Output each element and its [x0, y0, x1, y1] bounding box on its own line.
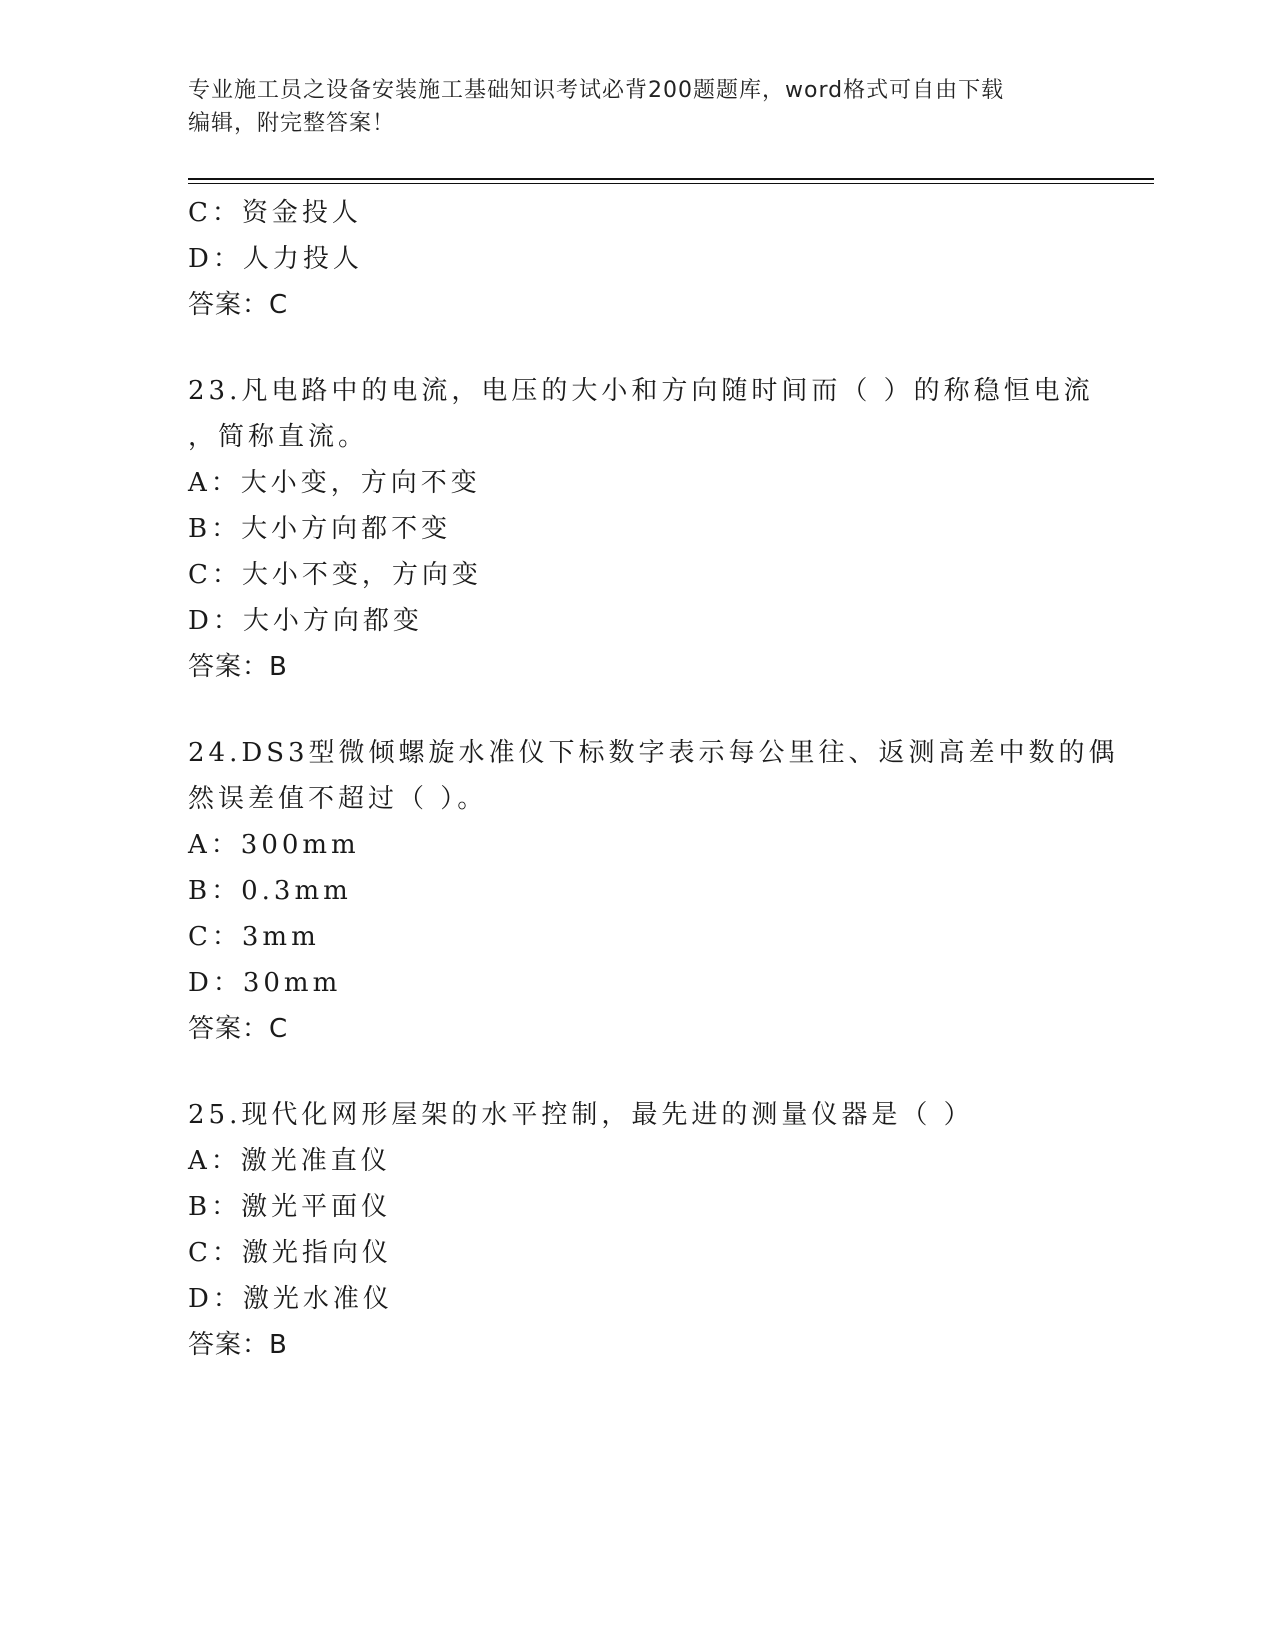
option-d: D：人力投人 [188, 244, 363, 274]
question-stem-line-2: 然误差值不超过（ ）。 [188, 784, 488, 814]
question-stem-line-1: 25.现代化网形屋架的水平控制，最先进的测量仪器是（ ） [188, 1100, 974, 1130]
document-body [188, 190, 1119, 1368]
question-24 [188, 730, 1119, 1052]
option-c: C：激光指向仪 [188, 1238, 392, 1268]
option-d: D：30mm [188, 968, 342, 998]
document-header [188, 74, 1068, 140]
option-c: C：大小不变，方向变 [188, 560, 482, 590]
header-divider-thick [188, 178, 1154, 180]
answer-line: 答案：C [188, 1014, 289, 1044]
option-a: A：大小变，方向不变 [188, 468, 481, 498]
question-stem-line-1: 23.凡电路中的电流，电压的大小和方向随时间而（ ）的称稳恒电流 [188, 376, 1094, 406]
option-c: C：3mm [188, 922, 320, 952]
answer-line: 答案：B [188, 1330, 288, 1360]
question-25 [188, 1092, 1088, 1368]
question-stem-line-1: 24.DS3型微倾螺旋水准仪下标数字表示每公里往、返测高差中数的偶 [188, 738, 1119, 768]
header-line-1: 专业施工员之设备安装施工基础知识考试必背200题题库，word格式可自由下载 [188, 78, 1005, 103]
option-b: B：0.3mm [188, 876, 352, 906]
header-line-2: 编辑，附完整答案！ [188, 111, 396, 136]
option-c: C：资金投人 [188, 198, 362, 228]
previous-question-tail [188, 190, 1088, 328]
answer-line: 答案：B [188, 652, 288, 682]
option-b: B：激光平面仪 [188, 1192, 392, 1222]
answer-line: 答案：C [188, 290, 289, 320]
option-b: B：大小方向都不变 [188, 514, 452, 544]
question-stem-line-2: ，简称直流。 [188, 422, 369, 452]
question-23 [188, 368, 1094, 690]
option-d: D：激光水准仪 [188, 1284, 393, 1314]
option-a: A：300mm [188, 830, 360, 860]
header-divider-thin [188, 183, 1154, 184]
option-a: A：激光准直仪 [188, 1146, 391, 1176]
option-d: D：大小方向都变 [188, 606, 423, 636]
